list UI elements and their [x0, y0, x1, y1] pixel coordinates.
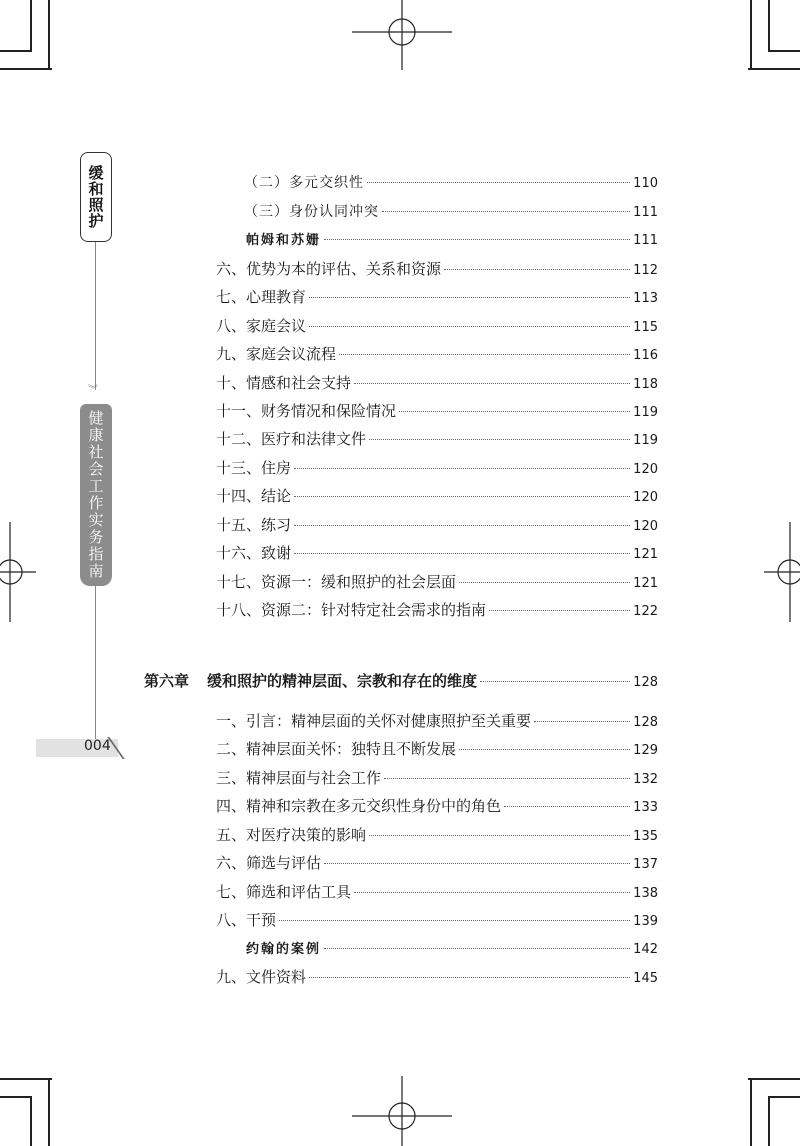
- toc-entry-label: 十六、致谢: [216, 544, 292, 562]
- toc-entry[interactable]: [216, 343, 658, 365]
- chapter-title: 缓和照护的精神层面、宗教和存在的维度: [207, 672, 478, 690]
- toc-entry-page: 121: [633, 547, 658, 562]
- toc-entry-page: 110: [633, 176, 658, 191]
- toc-entry-label: 帕姆和苏姗: [246, 233, 322, 248]
- toc-entry-page: 116: [633, 348, 658, 363]
- toc-entry-label: 约翰的案例: [246, 942, 322, 957]
- registration-mark-left: [0, 522, 36, 622]
- toc-entry-page: 122: [633, 604, 658, 619]
- page-number: 004: [84, 738, 111, 754]
- crop-mark: [48, 0, 50, 70]
- toc-entry-page: 145: [633, 971, 658, 986]
- toc-entry-label: 十四、结论: [216, 487, 292, 505]
- toc-entry[interactable]: [216, 909, 658, 931]
- registration-mark-top: [352, 0, 452, 70]
- chapter-number: 第六章: [144, 672, 190, 690]
- chapter-page: 128: [633, 675, 658, 690]
- toc-entry[interactable]: [216, 824, 658, 846]
- toc-entry-page: 129: [633, 743, 658, 758]
- toc-entry[interactable]: [216, 738, 658, 760]
- leader-dots: [369, 439, 630, 440]
- leader-dots: [324, 863, 630, 864]
- toc-entry[interactable]: [216, 599, 658, 621]
- toc-entry-label: （三）身份认同冲突: [244, 204, 379, 220]
- leader-dots: [534, 721, 630, 722]
- toc-entry[interactable]: [216, 571, 658, 593]
- leader-dots: [354, 383, 630, 384]
- leader-dots: [382, 211, 630, 212]
- toc-entry[interactable]: [216, 400, 658, 422]
- crop-mark: [30, 1096, 32, 1146]
- toc-entry-label: 九、家庭会议流程: [216, 345, 337, 363]
- series-label: 缓和照护: [86, 165, 105, 229]
- toc-entry-label: 十五、练习: [216, 516, 292, 534]
- leader-dots: [480, 681, 630, 682]
- leader-dots: [294, 525, 630, 526]
- registration-mark-bottom: [352, 1076, 452, 1146]
- crop-mark: [768, 50, 800, 52]
- leader-dots: [279, 920, 630, 921]
- toc-entry[interactable]: [216, 315, 658, 337]
- toc-entry-page: 118: [633, 377, 658, 392]
- crop-mark: [768, 1096, 770, 1146]
- leader-dots: [367, 182, 630, 183]
- crop-mark: [0, 68, 52, 70]
- leader-dots: [309, 326, 630, 327]
- toc-entry[interactable]: [216, 286, 658, 308]
- leader-dots: [324, 239, 630, 240]
- toc-entry-label: 一、引言：精神层面的关怀对健康照护至关重要: [216, 712, 532, 730]
- crop-mark: [748, 1078, 800, 1080]
- toc-entry-label: 十三、住房: [216, 459, 292, 477]
- crop-mark: [48, 1078, 50, 1146]
- leader-dots: [309, 297, 630, 298]
- toc-entry[interactable]: [216, 767, 658, 789]
- series-tab: [80, 152, 112, 242]
- toc-entry-page: 113: [633, 291, 658, 306]
- toc-entry-page: 115: [633, 320, 658, 335]
- leader-dots: [399, 411, 630, 412]
- leader-dots: [489, 610, 630, 611]
- crop-mark: [750, 0, 752, 70]
- toc-entry[interactable]: [216, 485, 658, 507]
- leader-dots: [504, 806, 630, 807]
- toc-entry[interactable]: [216, 710, 658, 732]
- toc-entry-page: 139: [633, 914, 658, 929]
- toc-entry-label: （二）多元交织性: [244, 175, 364, 191]
- toc-entry-page: 137: [633, 857, 658, 872]
- toc-entry[interactable]: [216, 372, 658, 394]
- toc-entry-label: 二、精神层面关怀：独特且不断发展: [216, 740, 457, 758]
- toc-entry-page: 135: [633, 829, 658, 844]
- toc-entry-page: 138: [633, 886, 658, 901]
- toc-entry-label: 八、家庭会议: [216, 317, 307, 335]
- crop-mark: [748, 68, 800, 70]
- toc-entry[interactable]: [216, 258, 658, 280]
- toc-entry[interactable]: [216, 542, 658, 564]
- crop-mark: [768, 0, 770, 52]
- leader-dots: [324, 948, 630, 949]
- leader-dots: [444, 269, 630, 270]
- leader-dots: [309, 977, 630, 978]
- toc-entry-page: 111: [633, 205, 658, 220]
- leader-dots: [354, 892, 630, 893]
- toc-entry[interactable]: [216, 881, 658, 903]
- toc-entry[interactable]: [216, 852, 658, 874]
- sidebar-line: [95, 242, 96, 390]
- crop-mark: [0, 1096, 32, 1098]
- crop-mark: [30, 0, 32, 52]
- toc-entry-label: 七、心理教育: [216, 288, 307, 306]
- leader-dots: [384, 778, 630, 779]
- book-title-tab: [80, 404, 112, 586]
- toc-entry-label: 三、精神层面与社会工作: [216, 769, 382, 787]
- sidebar-line: [95, 586, 96, 739]
- toc-entry-page: 121: [633, 576, 658, 591]
- crop-mark: [768, 1096, 800, 1098]
- toc-entry-label: 四、精神和宗教在多元交织性身份中的角色: [216, 797, 502, 815]
- toc-entry-page: 120: [633, 519, 658, 534]
- toc-entry-page: 120: [633, 462, 658, 477]
- chevron-down-icon: ︾: [88, 385, 98, 396]
- toc-entry-page: 128: [633, 715, 658, 730]
- crop-mark: [0, 50, 32, 52]
- toc-chapter-heading[interactable]: [144, 670, 658, 692]
- toc-entry-label: 十、情感和社会支持: [216, 374, 352, 392]
- toc-entry-page: 142: [633, 942, 658, 957]
- toc-entry-label: 十一、财务情况和保险情况: [216, 402, 397, 420]
- toc-entry[interactable]: [216, 457, 658, 479]
- toc-entry[interactable]: [216, 795, 658, 817]
- toc-entry-label: 十二、医疗和法律文件: [216, 430, 367, 448]
- toc-entry[interactable]: [216, 514, 658, 536]
- book-title-label: 健康社会工作实务指南: [86, 410, 105, 580]
- leader-dots: [339, 354, 630, 355]
- toc-entry-label: 八、干预: [216, 911, 277, 929]
- toc-entry-page: 132: [633, 772, 658, 787]
- toc-entry[interactable]: [246, 938, 658, 960]
- toc-entry-label: 六、筛选与评估: [216, 854, 322, 872]
- toc-entry-label: 十七、资源一：缓和照护的社会层面: [216, 573, 457, 591]
- crop-mark: [0, 1078, 52, 1080]
- toc-entry-page: 111: [633, 233, 658, 248]
- toc-entry[interactable]: [244, 172, 658, 194]
- toc-entry-label: 五、对医疗决策的影响: [216, 826, 367, 844]
- toc-entry[interactable]: [244, 201, 658, 223]
- leader-dots: [294, 553, 630, 554]
- toc-entry-label: 七、筛选和评估工具: [216, 883, 352, 901]
- toc-entry-page: 119: [633, 405, 658, 420]
- toc-entry[interactable]: [246, 229, 658, 251]
- toc-entry-label: 十八、资源二：针对特定社会需求的指南: [216, 601, 487, 619]
- toc-entry-page: 120: [633, 490, 658, 505]
- toc-entry[interactable]: [216, 966, 658, 988]
- toc-entry-label: 九、文件资料: [216, 968, 307, 986]
- leader-dots: [369, 835, 630, 836]
- leader-dots: [294, 468, 630, 469]
- toc-entry[interactable]: [216, 428, 658, 450]
- toc-entry-label: 六、优势为本的评估、关系和资源: [216, 260, 442, 278]
- crop-mark: [750, 1078, 752, 1146]
- toc-entry-page: 112: [633, 263, 658, 278]
- leader-dots: [459, 582, 630, 583]
- toc-entry-page: 119: [633, 433, 658, 448]
- toc-entry-page: 133: [633, 800, 658, 815]
- leader-dots: [294, 496, 630, 497]
- registration-mark-right: [764, 522, 800, 622]
- leader-dots: [459, 749, 630, 750]
